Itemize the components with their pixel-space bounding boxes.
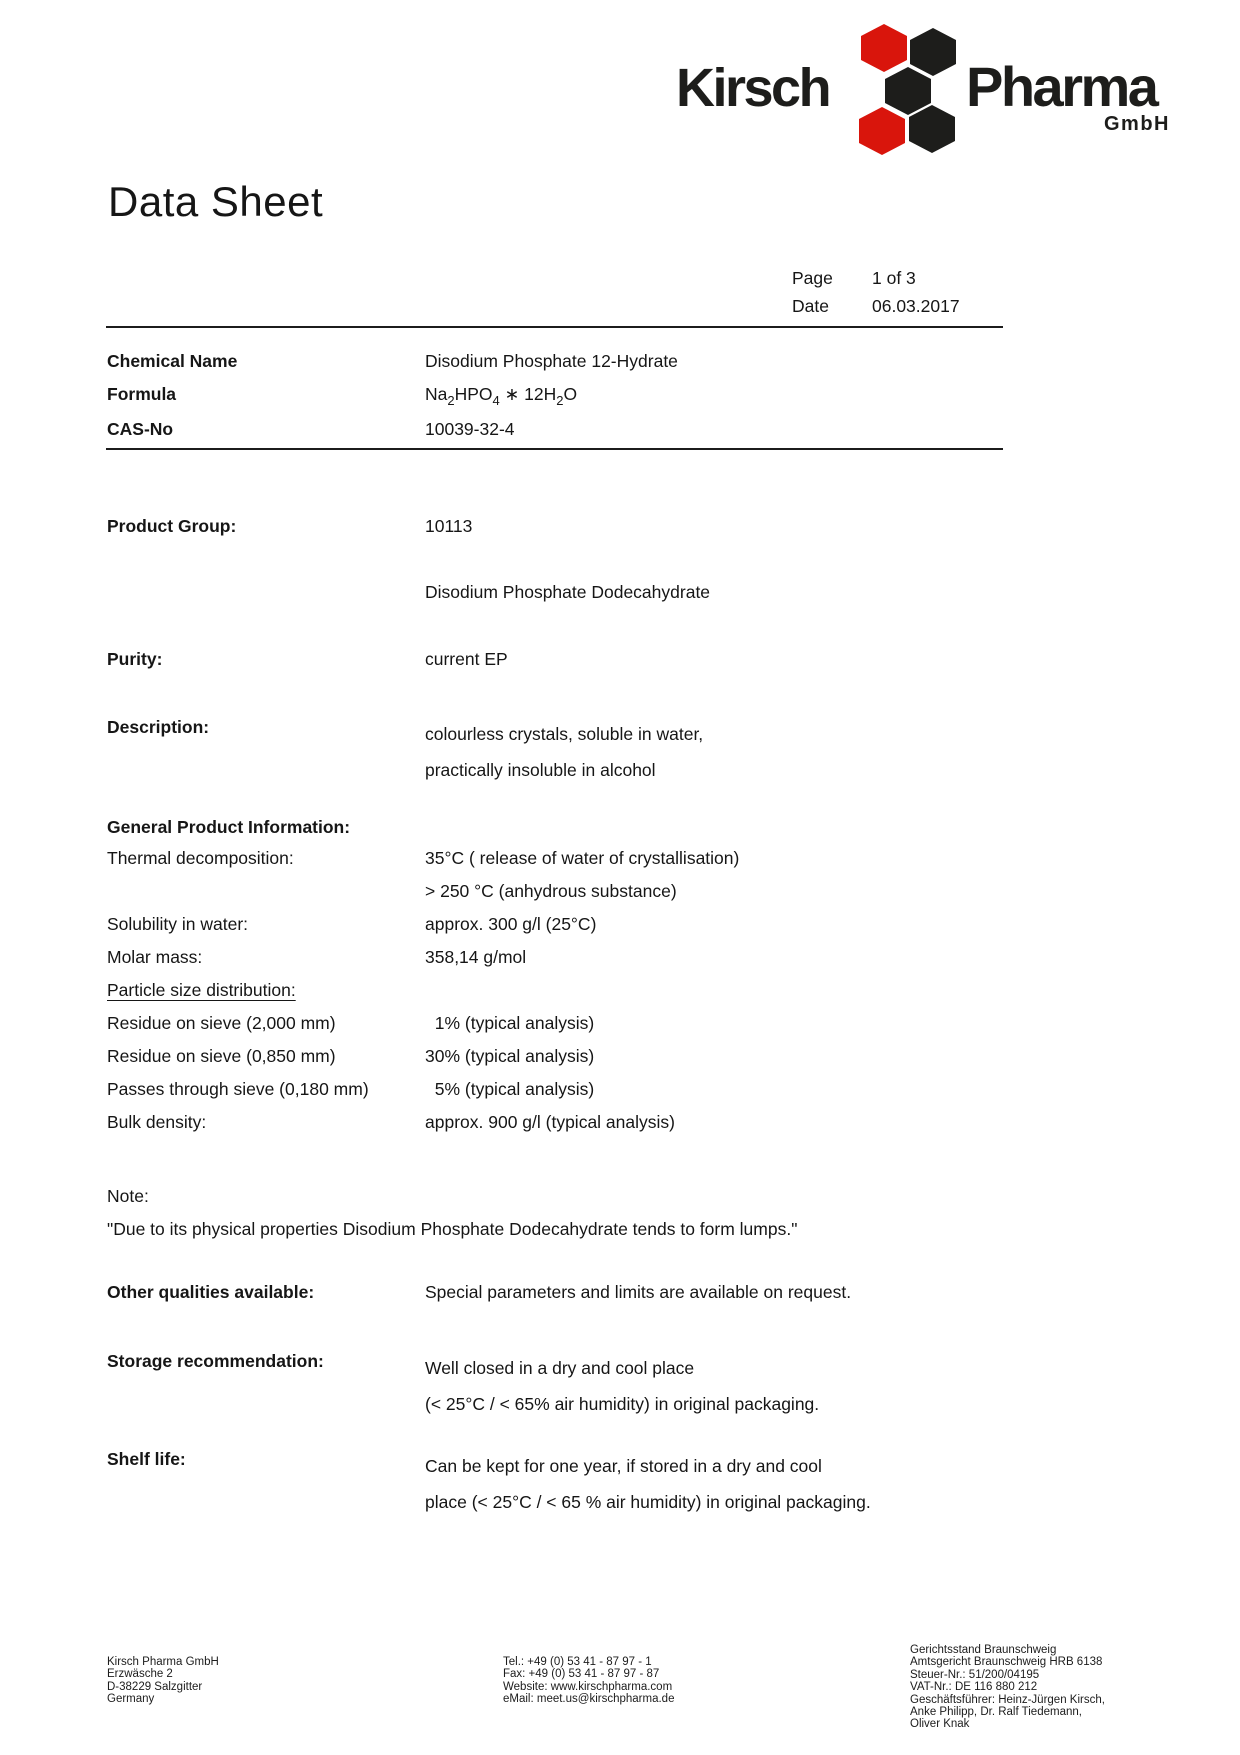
info-row: [107, 914, 1067, 947]
date-label: Date: [792, 296, 829, 316]
storage-label: Storage recommendation:: [107, 1351, 324, 1371]
logo-text-kirsch: Kirsch: [676, 58, 830, 118]
page-label: Page: [792, 268, 833, 288]
footer-line: Erzwäsche 2: [107, 1668, 173, 1681]
logo-hexagons-icon: [858, 24, 960, 156]
chemical-name-label: Chemical Name: [107, 351, 238, 371]
footer-legal: [910, 1644, 1105, 1731]
footer-line: Oliver Knak: [910, 1718, 970, 1731]
general-info-heading: General Product Information:: [107, 817, 351, 837]
cas-value: 10039-32-4: [425, 419, 515, 439]
note-label: Note:: [107, 1186, 149, 1206]
footer-line: Amtsgericht Braunschweig HRB 6138: [910, 1656, 1103, 1669]
formula-row: [107, 383, 1067, 408]
note-label-row: [107, 1185, 1067, 1207]
product-group-label: Product Group:: [107, 516, 237, 536]
footer-line: Germany: [107, 1693, 155, 1706]
logo-text-pharma: Pharma: [966, 55, 1157, 118]
meta-page-row: [792, 264, 960, 292]
info-row: [107, 947, 1067, 980]
info-row-value: approx. 300 g/l (25°C): [425, 914, 597, 934]
chemical-name-row: [107, 350, 1067, 372]
info-row: [107, 1112, 1067, 1145]
cas-label: CAS-No: [107, 419, 174, 439]
footer-line: Kirsch Pharma GmbH: [107, 1656, 219, 1668]
info-row-label: Residue on sieve (2,000 mm): [107, 1013, 336, 1033]
date-value: 06.03.2017: [872, 296, 960, 316]
formula-value: $Na_2HPO_4$ ∗ $12H_2O$: [425, 384, 578, 408]
note-text: "Due to its physical properties Disodium Phosphate Dodecahydrate tends to form lumps.": [107, 1219, 798, 1239]
purity-value: current EP: [425, 649, 508, 669]
footer-line: D-38229 Salzgitter: [107, 1680, 203, 1693]
product-group-subvalue-row: [107, 581, 1067, 603]
info-row-value: approx. 900 g/l (typical analysis): [425, 1112, 675, 1132]
product-group-subvalue: Disodium Phosphate Dodecahydrate: [425, 582, 711, 602]
footer-line: Gerichtsstand Braunschweig: [910, 1644, 1057, 1656]
info-row: [107, 1046, 1067, 1079]
hexagon-black-icon: [910, 28, 956, 76]
purity-label: Purity:: [107, 649, 163, 669]
info-row-label: Particle size distribution:: [107, 980, 296, 1000]
meta-date-row: [792, 292, 960, 320]
footer-line: VAT-Nr.: DE 116 880 212: [910, 1681, 1038, 1694]
general-info-table: [107, 848, 1067, 1145]
shelf-life-row: [107, 1448, 1067, 1520]
other-qualities-label: Other qualities available:: [107, 1282, 315, 1302]
hexagon-red-icon: [861, 24, 907, 72]
description-label: Description:: [107, 717, 210, 737]
page-title: Data Sheet: [108, 178, 324, 225]
description-row: [107, 716, 1067, 788]
note-text-row: [107, 1218, 1067, 1240]
info-row-value: 5% (typical analysis): [425, 1079, 595, 1099]
info-row-label: Molar mass:: [107, 947, 203, 967]
description-value: colourless crystals, soluble in water, practically insoluble in alcohol: [425, 724, 704, 780]
hexagon-black-icon: [909, 105, 955, 153]
logo-text-gmbh: GmbH: [1104, 113, 1170, 135]
info-row: [107, 881, 1067, 914]
page-value: 1 of 3: [872, 268, 916, 288]
general-info-heading-row: [107, 816, 1067, 838]
info-row-value: 35°C ( release of water of crystallisation): [425, 848, 740, 868]
info-row: [107, 848, 1067, 881]
chemical-name-value: Disodium Phosphate 12-Hydrate: [425, 351, 678, 371]
info-row-label: [107, 881, 425, 914]
hexagon-black-icon: [885, 67, 931, 115]
page-meta: [792, 264, 960, 320]
info-row-value: 30% (typical analysis): [425, 1046, 595, 1066]
info-row: [107, 1013, 1067, 1046]
info-row-value: > 250 °C (anhydrous substance): [425, 881, 677, 901]
info-row: [107, 1079, 1067, 1112]
info-row-label: Solubility in water:: [107, 914, 249, 934]
info-row-value: 1% (typical analysis): [425, 1013, 595, 1033]
hexagon-red-icon: [859, 107, 905, 155]
footer-line: Tel.: +49 (0) 53 41 - 87 97 - 1: [503, 1656, 652, 1668]
purity-row: [107, 648, 1067, 670]
footer-line: Steuer-Nr.: 51/200/04195: [910, 1668, 1040, 1681]
info-row-label: Residue on sieve (0,850 mm): [107, 1046, 336, 1066]
footer-line: Fax: +49 (0) 53 41 - 87 97 - 87: [503, 1668, 660, 1681]
info-row-value: 358,14 g/mol: [425, 947, 527, 967]
product-group-row: [107, 515, 1067, 537]
formula-label: Formula: [107, 384, 177, 404]
footer-line: Geschäftsführer: Heinz-Jürgen Kirsch,: [910, 1693, 1105, 1706]
info-row-label: Thermal decomposition:: [107, 848, 294, 868]
footer-line: Website: www.kirschpharma.com: [503, 1680, 673, 1693]
shelf-life-value: Can be kept for one year, if stored in a dry and cool place (< 25°C / < 65 % air humidity) in original packaging.: [425, 1456, 871, 1512]
divider-top: [106, 326, 1003, 328]
info-row: [107, 980, 1067, 1013]
storage-row: [107, 1350, 1067, 1422]
divider-bottom: [106, 448, 1003, 450]
footer-address: [107, 1656, 219, 1706]
product-group-value: 10113: [425, 516, 473, 536]
info-row-label: Bulk density:: [107, 1112, 207, 1132]
other-qualities-value: Special parameters and limits are available on request.: [425, 1282, 852, 1302]
footer-line: Anke Philipp, Dr. Ralf Tiedemann,: [910, 1706, 1082, 1719]
shelf-life-label: Shelf life:: [107, 1449, 186, 1469]
info-row-label: Passes through sieve (0,180 mm): [107, 1079, 369, 1099]
footer-line: eMail: meet.us@kirschpharma.de: [503, 1693, 675, 1706]
cas-row: [107, 418, 1067, 440]
storage-value: Well closed in a dry and cool place (< 25°C / < 65% air humidity) in original packaging.: [425, 1358, 820, 1414]
footer-contact: [503, 1656, 674, 1706]
other-qualities-row: [107, 1281, 1067, 1303]
